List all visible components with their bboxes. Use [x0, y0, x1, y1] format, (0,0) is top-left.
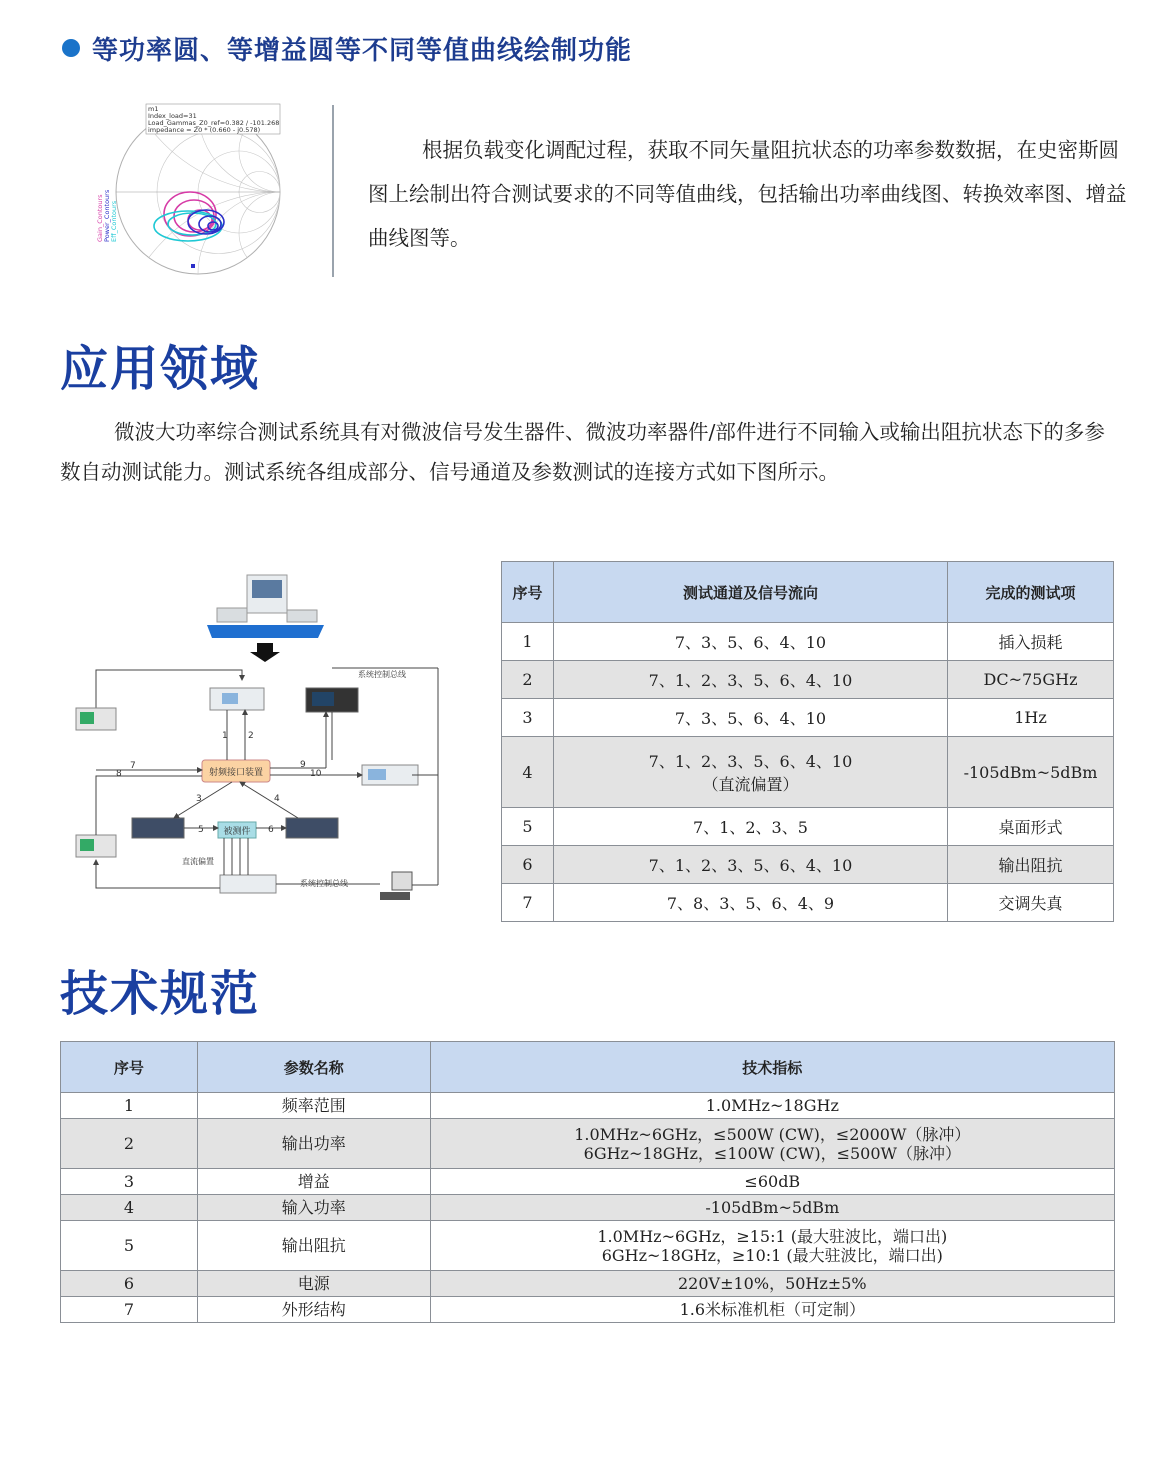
- svg-text:6: 6: [268, 825, 274, 835]
- vertical-divider: [332, 105, 334, 277]
- bullet-dot-icon: [62, 39, 80, 57]
- table-row: 3 7、3、5、6、4、10 1Hz: [502, 699, 1114, 737]
- application-description: 微波大功率综合测试系统具有对微波信号发生器件、微波功率器件/部件进行不同输入或输出阻抗状态下的多参数自动测试能力。测试系统各组成部分、信号通道及参数测试的连接方式如下图所示。: [60, 420, 1105, 484]
- svg-text:4: 4: [274, 794, 280, 804]
- amplifier-right-icon: [286, 818, 338, 838]
- test-system-photo-icon: [207, 575, 324, 638]
- table-row: 3 增益 ≤60dB: [61, 1169, 1115, 1195]
- table-row: 7 外形结构 1.6米标准机柜（可定制）: [61, 1297, 1115, 1323]
- svg-text:1: 1: [222, 731, 228, 741]
- table-row: 6 电源 220V±10%，50Hz±5%: [61, 1271, 1115, 1297]
- table-row: 7 7、8、3、5、6、4、9 交调失真: [502, 884, 1114, 922]
- amplifier-left-icon: [132, 818, 184, 838]
- col-header-no: 序号: [502, 562, 554, 623]
- svg-text:5: 5: [198, 825, 204, 835]
- specs-section-title: 技术规范: [60, 966, 261, 1022]
- legend-power: Power_Contours: [103, 189, 111, 242]
- marker-line1: m1: [148, 105, 159, 113]
- col-header-path: 测试通道及信号流向: [553, 562, 947, 623]
- bus-label-top: 系统控制总线: [358, 670, 406, 679]
- smith-chart-image: [88, 102, 288, 278]
- rf-interface-label: 射频接口装置: [208, 768, 264, 778]
- table-row: 1 频率范围 1.0MHz~18GHz: [61, 1093, 1115, 1119]
- table-row: 5 7、1、2、3、5 桌面形式: [502, 808, 1114, 846]
- col-header-value: 技术指标: [430, 1042, 1114, 1093]
- test-channel-table: [501, 561, 1114, 922]
- feature-title: 等功率圆、等增益圆等不同等值曲线绘制功能: [92, 36, 633, 66]
- marker-line4: impedance = Z0 * (0.660 - j0.578): [148, 126, 261, 134]
- col-header-no: 序号: [61, 1042, 198, 1093]
- svg-text:2: 2: [248, 731, 254, 741]
- col-header-item: 完成的测试项: [948, 562, 1114, 623]
- dut-label: 被测件: [223, 827, 251, 837]
- legend-gain: Gain_Contours: [96, 194, 104, 242]
- table-row: 5 输出阻抗 1.0MHz~6GHz，≥15:1 (最大驻波比，端口出) 6GHz~18GHz，≥10:1 (最大驻波比，端口出): [61, 1221, 1115, 1271]
- table-row: 2 7、1、2、3、5、6、4、10 DC~75GHz: [502, 661, 1114, 699]
- feature-description: 根据负载变化调配过程，获取不同矢量阻抗状态的功率参数数据，在史密斯圆图上绘制出符合测试要求的不同等值曲线，包括输出功率曲线图、转换效率图、增益曲线图等。: [368, 138, 1127, 250]
- table-row: 2 输出功率 1.0MHz~6GHz，≤500W (CW)，≤2000W（脉冲） 6GHz~18GHz，≤100W (CW)，≤500W（脉冲）: [61, 1119, 1115, 1169]
- dc-bias-label: 直流偏置: [182, 857, 214, 866]
- computer-icon: [392, 872, 412, 890]
- specs-table: [60, 1041, 1115, 1323]
- marker-line3: Load_Gammas_Z0_ref=0.382 / -101.268: [148, 119, 280, 127]
- svg-text:10: 10: [310, 769, 322, 779]
- table-row: 4 7、1、2、3、5、6、4、10 （直流偏置） -105dBm~5dBm: [502, 737, 1114, 808]
- legend-eff: Eff_Contours: [110, 200, 118, 242]
- marker-line2: Index_load=31: [148, 112, 197, 120]
- table-row: 6 7、1、2、3、5、6、4、10 输出阻抗: [502, 846, 1114, 884]
- dc-supply-icon: [220, 875, 276, 893]
- connection-diagram: [62, 570, 450, 920]
- svg-text:9: 9: [300, 760, 306, 770]
- svg-text:3: 3: [196, 794, 202, 804]
- col-header-name: 参数名称: [197, 1042, 430, 1093]
- bus-label-bottom: 系统控制总线: [300, 879, 348, 888]
- svg-text:8: 8: [116, 769, 122, 779]
- table-row: 1 7、3、5、6、4、10 插入损耗: [502, 623, 1114, 661]
- svg-text:7: 7: [130, 761, 136, 771]
- application-section-title: 应用领域: [60, 341, 261, 397]
- table-row: 4 输入功率 -105dBm~5dBm: [61, 1195, 1115, 1221]
